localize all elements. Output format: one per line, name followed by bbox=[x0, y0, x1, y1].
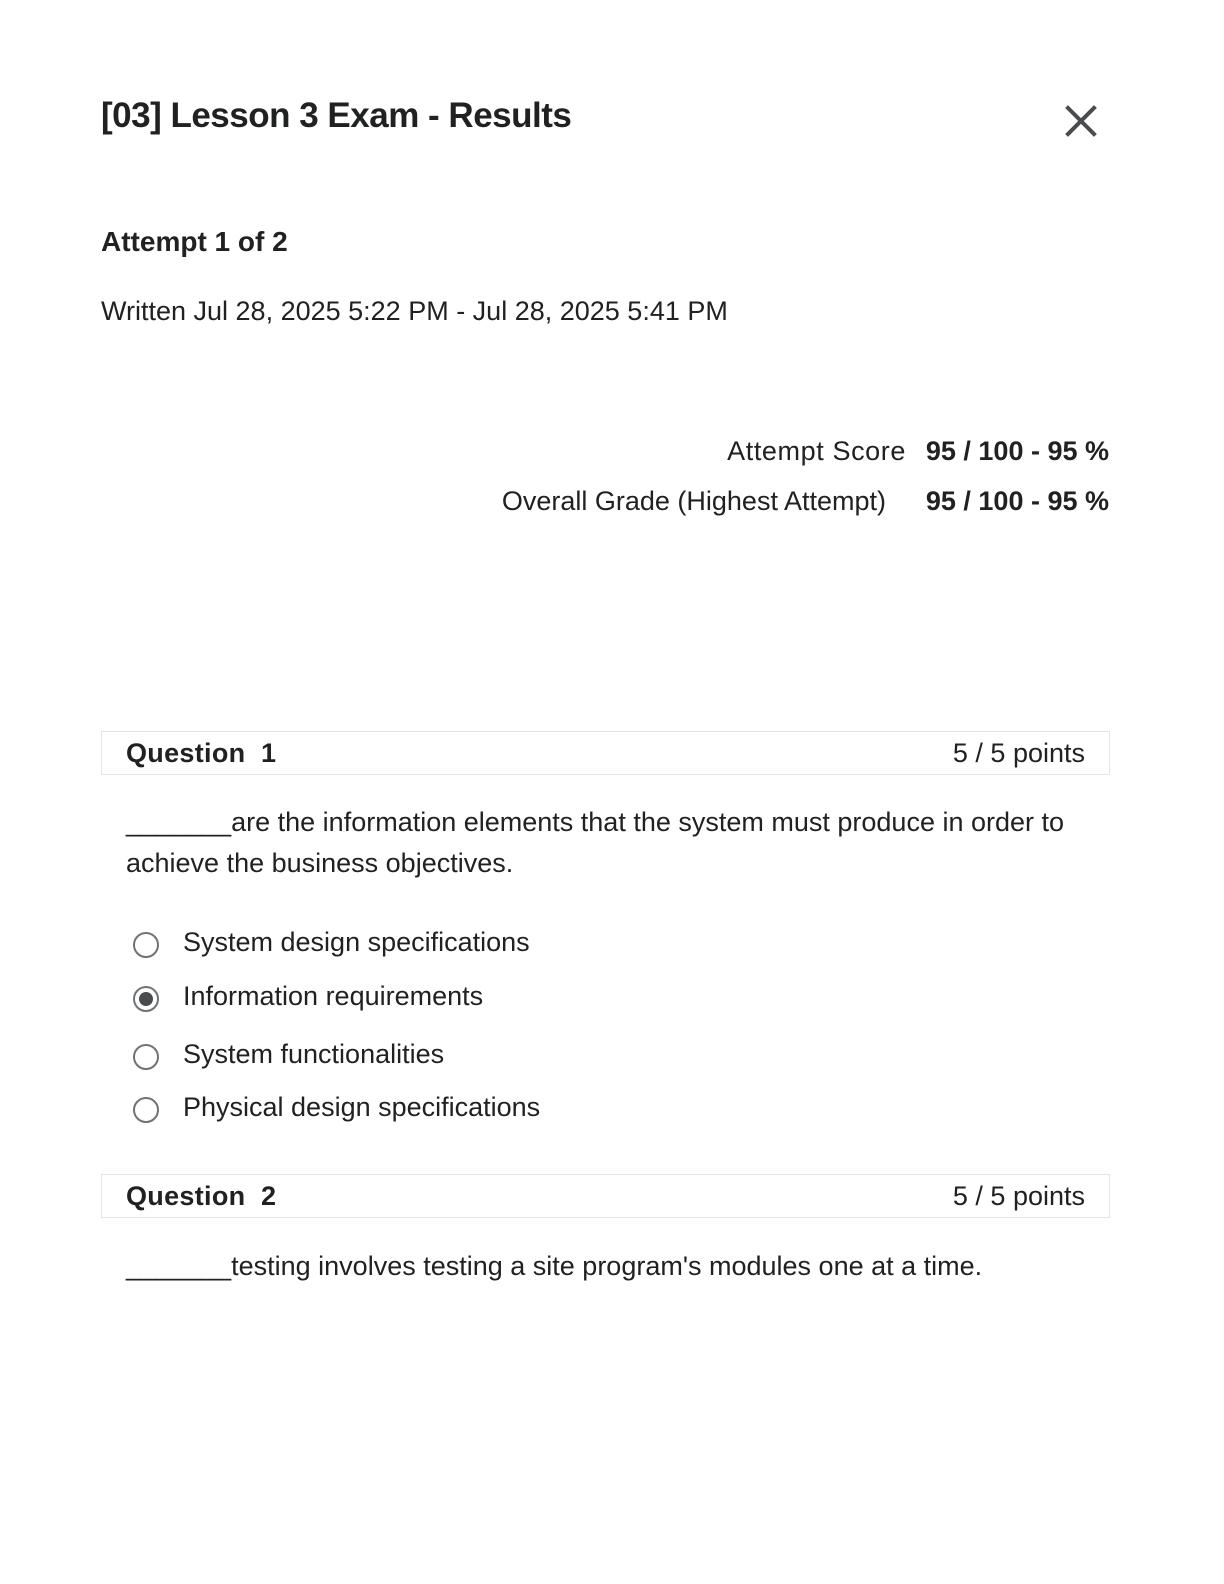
question-2-text: _______testing involves testing a site program's modules one at a time. bbox=[126, 1251, 983, 1281]
question-1-title: Question 1 bbox=[126, 737, 277, 768]
option-label: Information requirements bbox=[183, 980, 484, 1011]
page-title: [03] Lesson 3 Exam - Results bbox=[101, 96, 572, 135]
option-label: Physical design specifications bbox=[183, 1091, 541, 1122]
radio-checked-icon[interactable] bbox=[133, 986, 159, 1012]
question-2-header bbox=[101, 1174, 1110, 1218]
attempt-score-label: Attempt Score bbox=[727, 436, 906, 466]
overall-grade-row bbox=[502, 486, 1109, 517]
question-1-text: _______are the information elements that the system must produce in order to achieve the business objectives. bbox=[126, 807, 1065, 878]
question-1-option-3[interactable] bbox=[133, 1038, 444, 1070]
option-label: System design specifications bbox=[183, 926, 530, 957]
question-1-option-1[interactable] bbox=[133, 926, 530, 958]
question-2-points: 5 / 5 points bbox=[952, 1180, 1085, 1211]
question-1-header bbox=[101, 731, 1110, 775]
option-label: System functionalities bbox=[183, 1038, 445, 1069]
close-icon bbox=[1060, 100, 1102, 142]
question-1-option-2[interactable] bbox=[133, 980, 483, 1012]
radio-unchecked-icon[interactable] bbox=[133, 1097, 159, 1123]
question-1-points: 5 / 5 points bbox=[952, 737, 1085, 768]
overall-grade-label: Overall Grade (Highest Attempt) bbox=[501, 486, 886, 516]
question-1-option-4[interactable] bbox=[133, 1091, 540, 1123]
radio-unchecked-icon[interactable] bbox=[133, 1044, 159, 1070]
attempt-score-row bbox=[727, 436, 1109, 467]
question-2-title: Question 2 bbox=[126, 1180, 277, 1211]
overall-grade-value: 95 / 100 - 95 % bbox=[925, 486, 1109, 516]
attempt-label: Attempt 1 of 2 bbox=[101, 226, 288, 257]
close-button[interactable] bbox=[1060, 100, 1102, 142]
attempt-score-value: 95 / 100 - 95 % bbox=[925, 436, 1109, 466]
written-timestamp: Written Jul 28, 2025 5:22 PM - Jul 28, 2025 5:41 PM bbox=[101, 296, 728, 326]
radio-unchecked-icon[interactable] bbox=[133, 932, 159, 958]
